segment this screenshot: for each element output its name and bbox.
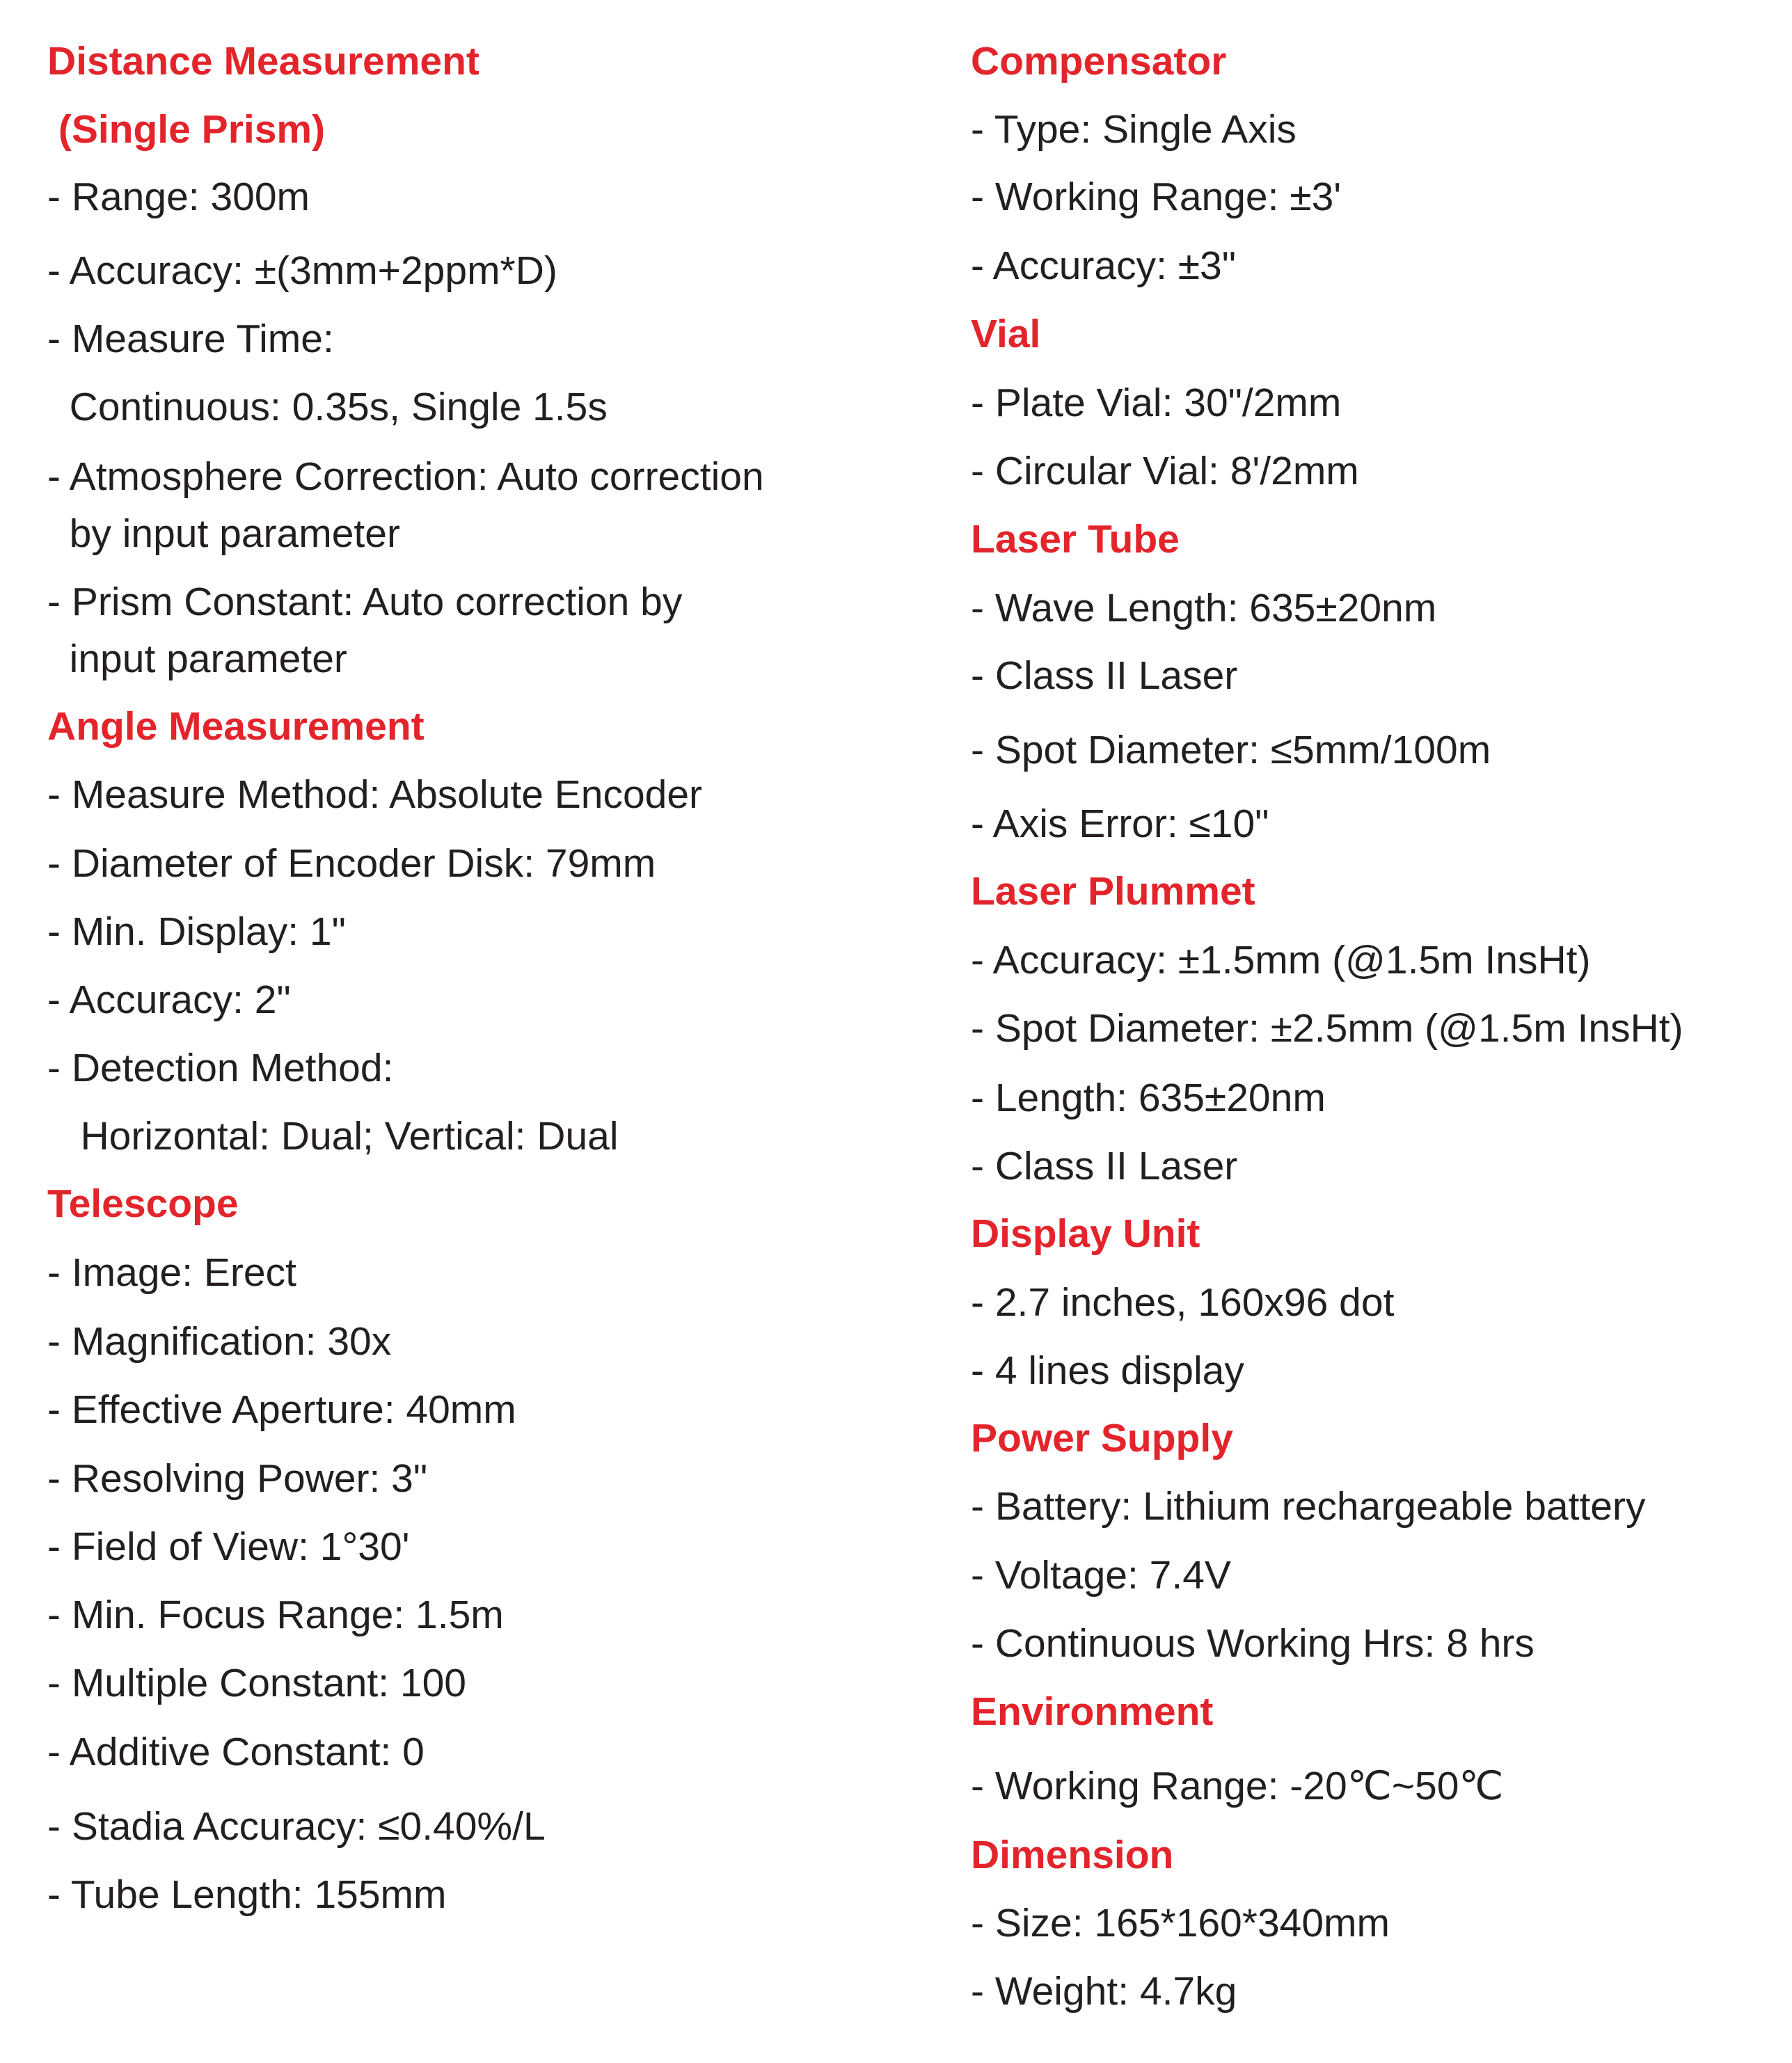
section-heading-distance-measurement: Distance Measurement: [47, 39, 479, 83]
section-heading-telescope: Telescope: [47, 1181, 239, 1226]
spec-item-continuous-0-35s-single-1-5s: Continuous: 0.35s, Single 1.5s: [47, 385, 608, 429]
spec-item-class-ii-laser: - Class II Laser: [971, 653, 1238, 698]
spec-item-class-ii-laser: - Class II Laser: [971, 1144, 1238, 1188]
section-heading-angle-measurement: Angle Measurement: [47, 704, 425, 749]
spec-item-effective-aperture-40mm: - Effective Aperture: 40mm: [47, 1387, 516, 1432]
section-heading-environment: Environment: [971, 1689, 1214, 1734]
spec-item-measure-time: - Measure Time:: [47, 317, 334, 361]
spec-item-atmosphere-correction-auto-correction: - Atmosphere Correction: Auto correction: [47, 454, 764, 499]
spec-item-voltage-7-4v: - Voltage: 7.4V: [971, 1553, 1231, 1598]
spec-item-length-635-20nm: - Length: 635±20nm: [971, 1076, 1326, 1120]
section-heading-laser-plummet: Laser Plummet: [971, 869, 1255, 914]
spec-item-measure-method-absolute-encoder: - Measure Method: Absolute Encoder: [47, 772, 703, 817]
spec-item-2-7-inches-160x96-dot: - 2.7 inches, 160x96 dot: [971, 1280, 1395, 1325]
spec-item-additive-constant-0: - Additive Constant: 0: [47, 1730, 425, 1774]
section-heading-dimension: Dimension: [971, 1833, 1174, 1877]
section-heading-vial: Vial: [971, 312, 1041, 356]
spec-item-circular-vial-8-2mm: - Circular Vial: 8'/2mm: [971, 449, 1359, 493]
spec-item-continuous-working-hrs-8-hrs: - Continuous Working Hrs: 8 hrs: [971, 1621, 1535, 1666]
spec-item-plate-vial-30-2mm: - Plate Vial: 30"/2mm: [971, 381, 1342, 425]
spec-item-min-focus-range-1-5m: - Min. Focus Range: 1.5m: [47, 1593, 504, 1637]
spec-item-battery-lithium-rechargeable-battery: - Battery: Lithium rechargeable battery: [971, 1484, 1646, 1529]
spec-item-stadia-accuracy-0-40-l: - Stadia Accuracy: ≤0.40%/L: [47, 1804, 546, 1849]
spec-item-spot-diameter-5mm-100m: - Spot Diameter: ≤5mm/100m: [971, 728, 1491, 772]
section-heading-power-supply: Power Supply: [971, 1416, 1233, 1460]
spec-item-weight-4-7kg: - Weight: 4.7kg: [971, 1969, 1237, 2014]
spec-item-working-range-3: - Working Range: ±3': [971, 175, 1342, 219]
spec-item-min-display-1: - Min. Display: 1": [47, 909, 346, 954]
spec-item-wave-length-635-20nm: - Wave Length: 635±20nm: [971, 586, 1437, 630]
spec-item-detection-method: - Detection Method:: [47, 1046, 394, 1090]
spec-item-magnification-30x: - Magnification: 30x: [47, 1319, 392, 1364]
spec-item-accuracy-3mm-2ppm-d: - Accuracy: ±(3mm+2ppm*D): [47, 248, 557, 293]
spec-item-type-single-axis: - Type: Single Axis: [971, 107, 1297, 152]
section-heading-display-unit: Display Unit: [971, 1211, 1200, 1256]
spec-item-diameter-of-encoder-disk-79mm: - Diameter of Encoder Disk: 79mm: [47, 841, 656, 886]
spec-item-accuracy-2: - Accuracy: 2": [47, 978, 291, 1022]
spec-item-accuracy-3: - Accuracy: ±3": [971, 244, 1236, 288]
spec-item-4-lines-display: - 4 lines display: [971, 1348, 1244, 1393]
spec-item-image-erect: - Image: Erect: [47, 1250, 296, 1295]
section-heading-laser-tube: Laser Tube: [971, 517, 1180, 561]
spec-item-tube-length-155mm: - Tube Length: 155mm: [47, 1872, 447, 1917]
spec-item-spot-diameter-2-5mm-1-5m-insht: - Spot Diameter: ±2.5mm (@1.5m InsHt): [971, 1006, 1683, 1051]
section-heading-single-prism: (Single Prism): [47, 107, 326, 152]
spec-item-axis-error-10: - Axis Error: ≤10": [971, 802, 1269, 846]
spec-item-input-parameter: input parameter: [47, 637, 347, 681]
spec-item-multiple-constant-100: - Multiple Constant: 100: [47, 1661, 466, 1705]
spec-item-field-of-view-1-30: - Field of View: 1°30': [47, 1524, 410, 1569]
spec-item-range-300m: - Range: 300m: [47, 175, 310, 219]
spec-item-prism-constant-auto-correction-by: - Prism Constant: Auto correction by: [47, 580, 683, 624]
spec-item-resolving-power-3: - Resolving Power: 3": [47, 1456, 428, 1501]
section-heading-compensator: Compensator: [971, 39, 1227, 83]
spec-item-accuracy-1-5mm-1-5m-insht: - Accuracy: ±1.5mm (@1.5m InsHt): [971, 938, 1591, 982]
spec-item-size-165-160-340mm: - Size: 165*160*340mm: [971, 1901, 1390, 1945]
spec-item-horizontal-dual-vertical-dual: Horizontal: Dual; Vertical: Dual: [47, 1114, 619, 1158]
spec-item-by-input-parameter: by input parameter: [47, 511, 400, 556]
spec-item-working-range-20-50: - Working Range: -20℃~50℃: [971, 1764, 1504, 1808]
